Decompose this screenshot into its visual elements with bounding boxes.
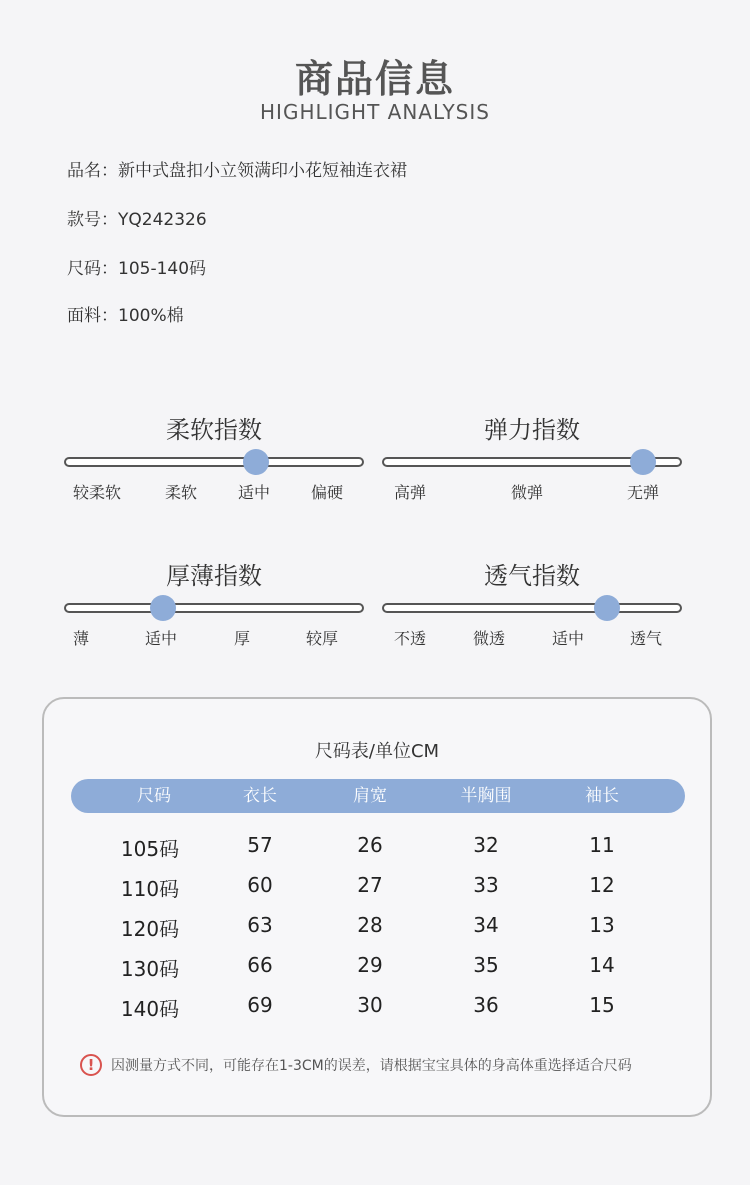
header-sleeve: 袖长 [585,786,619,806]
breathability-index [382,556,682,656]
table-row [44,833,710,863]
cell-length: 63 [247,913,273,937]
cell-length: 60 [247,873,273,897]
breathability-tick: 适中 [551,629,585,648]
cell-shoulder: 27 [357,873,383,897]
thickness-track [64,603,364,613]
info-size-range: 尺码：105-140码 [67,259,207,279]
cell-size: 110码 [120,877,180,901]
softness-knob [243,449,269,475]
cell-length: 66 [247,953,273,977]
header-size: 尺码 [137,786,171,806]
cell-size: 140码 [120,997,180,1021]
elasticity-tick: 微弹 [510,483,544,502]
elasticity-tick: 高弹 [393,483,427,502]
cell-sleeve: 11 [589,833,615,857]
cell-sleeve: 14 [589,953,615,977]
thickness-tick: 较厚 [305,629,339,648]
breathability-track [382,603,682,613]
page-title: 商品信息 [294,57,455,101]
info-name: 品名：新中式盘扣小立领满印小花短袖连衣裙 [67,161,407,181]
thickness-tick: 厚 [233,629,251,648]
cell-size: 120码 [120,917,180,941]
cell-half-chest: 32 [473,833,499,857]
table-row [44,873,710,903]
size-table-header [71,779,685,813]
cell-half-chest: 35 [473,953,499,977]
elasticity-knob [630,449,656,475]
cell-shoulder: 29 [357,953,383,977]
breathability-knob [594,595,620,621]
header-length: 衣长 [243,786,277,806]
thickness-knob [150,595,176,621]
info-fabric: 面料：100%棉 [67,306,184,326]
size-table-card [42,697,712,1117]
softness-index [64,410,364,510]
softness-tick: 偏硬 [310,483,344,502]
size-table-caption: 尺码表/单位CM [314,741,440,762]
cell-size: 105码 [120,837,180,861]
cell-shoulder: 28 [357,913,383,937]
cell-sleeve: 15 [589,993,615,1017]
cell-half-chest: 33 [473,873,499,897]
cell-shoulder: 26 [357,833,383,857]
softness-tick: 较柔软 [72,483,122,502]
cell-sleeve: 13 [589,913,615,937]
header-half-chest: 半胸围 [460,786,512,806]
cell-length: 69 [247,993,273,1017]
thickness-index [64,556,364,656]
softness-index-title: 柔软指数 [166,416,262,444]
cell-sleeve: 12 [589,873,615,897]
elasticity-index-title: 弹力指数 [484,416,580,444]
cell-half-chest: 36 [473,993,499,1017]
table-row [44,953,710,983]
info-style-number: 款号：YQ242326 [67,210,207,230]
softness-track [64,457,364,467]
table-row [44,913,710,943]
page-subtitle: HIGHLIGHT ANALYSIS [260,100,490,124]
elasticity-tick: 无弹 [626,483,660,502]
header-shoulder: 肩宽 [353,786,387,806]
softness-tick: 柔软 [164,483,198,502]
elasticity-index [382,410,682,510]
cell-size: 130码 [120,957,180,981]
breathability-tick: 透气 [629,629,663,648]
measurement-note-text: 因测量方式不同，可能存在1-3CM的误差，请根据宝宝具体的身高体重选择适合尺码 [111,1058,632,1074]
softness-tick: 适中 [237,483,271,502]
thickness-index-title: 厚薄指数 [166,562,262,590]
thickness-tick: 薄 [72,629,90,648]
breathability-tick: 微透 [472,629,506,648]
breathability-tick: 不透 [393,629,427,648]
cell-shoulder: 30 [357,993,383,1017]
breathability-index-title: 透气指数 [484,562,580,590]
cell-half-chest: 34 [473,913,499,937]
thickness-tick: 适中 [144,629,178,648]
table-row [44,993,710,1023]
measurement-note [80,1051,632,1079]
warning-icon: ! [80,1054,102,1076]
cell-length: 57 [247,833,273,857]
